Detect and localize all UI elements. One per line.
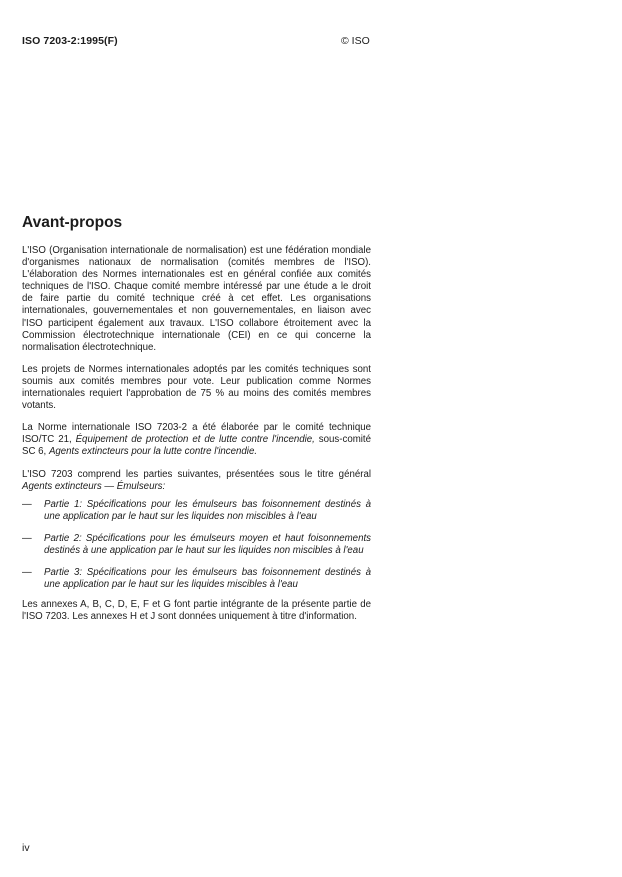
paragraph-voting: Les projets de Normes internationales adoptés par les comités techniques sont soumis aux comités membres pour vote. Leur publication comme Normes internationales requiert l'approbation de 75 % au moins des comités membres votants. (22, 363, 371, 412)
list-dash: — (22, 532, 32, 544)
committee-tc-title: Équipement de protection et de lutte contre l'incendie, (75, 434, 315, 446)
header-copyright: © ISO (341, 35, 370, 47)
parts-general-title: Agents extincteurs — Émulseurs: (22, 480, 166, 492)
paragraph-iso-intro: L'ISO (Organisation internationale de normalisation) est une fédération mondiale d'organismes nationaux de normalisation (comités membres de l'ISO). L'élaboration des Normes internationales est en général confiée aux comités techniques de l'ISO. Chaque comité membre intéressé par une étude a le droit de faire partie du comité technique créé à cet effet. Les organisations internationales, gouvernementales et non gouvernementales, en liaison avec l'ISO participent également aux travaux. L'ISO collabore étroitement avec la Commission électrotechnique internationale (CEI) en ce qui concerne la normalisation électrotechnique. (22, 245, 371, 353)
paragraph-committee (22, 422, 371, 458)
paragraph-parts-intro (22, 469, 371, 493)
parts-intro-text: L'ISO 7203 comprend les parties suivantes, présentées sous le titre général (22, 468, 371, 480)
foreword-body (22, 245, 371, 633)
list-item-text: Partie 1: Spécifications pour les émulseurs bas foisonnement destinés à une application par le haut sur les liquides non miscibles à l'eau (44, 498, 371, 522)
section-title: Avant-propos (22, 214, 123, 231)
page-number: iv (22, 842, 30, 854)
parts-list (22, 499, 371, 592)
list-item (22, 567, 371, 591)
committee-intro: La Norme internationale ISO 7203-2 a été élaborée par le comité technique ISO/TC 21, (22, 422, 371, 446)
list-dash: — (22, 498, 32, 510)
list-item-text: Partie 2: Spécifications pour les émulseurs moyen et haut foisonnements destinés à une application par le haut sur les liquides non miscibles à l'eau (44, 532, 371, 556)
list-dash: — (22, 567, 32, 579)
list-item-text: Partie 3: Spécifications pour les émulseurs bas foisonnement destinés à une application par le haut sur les liquides miscibles à l'eau (44, 567, 371, 591)
committee-sc: sous-comité SC 6, (22, 434, 372, 458)
list-item (22, 533, 371, 557)
committee-sc-title: Agents extincteurs pour la lutte contre l'incendie. (48, 446, 258, 458)
paragraph-annexes: Les annexes A, B, C, D, E, F et G font partie intégrante de la présente partie de l'ISO 7203. Les annexes H et J sont données uniquement à titre d'information. (22, 599, 371, 623)
header-standard-id: ISO 7203-2:1995(F) (22, 35, 118, 47)
list-item (22, 499, 371, 523)
